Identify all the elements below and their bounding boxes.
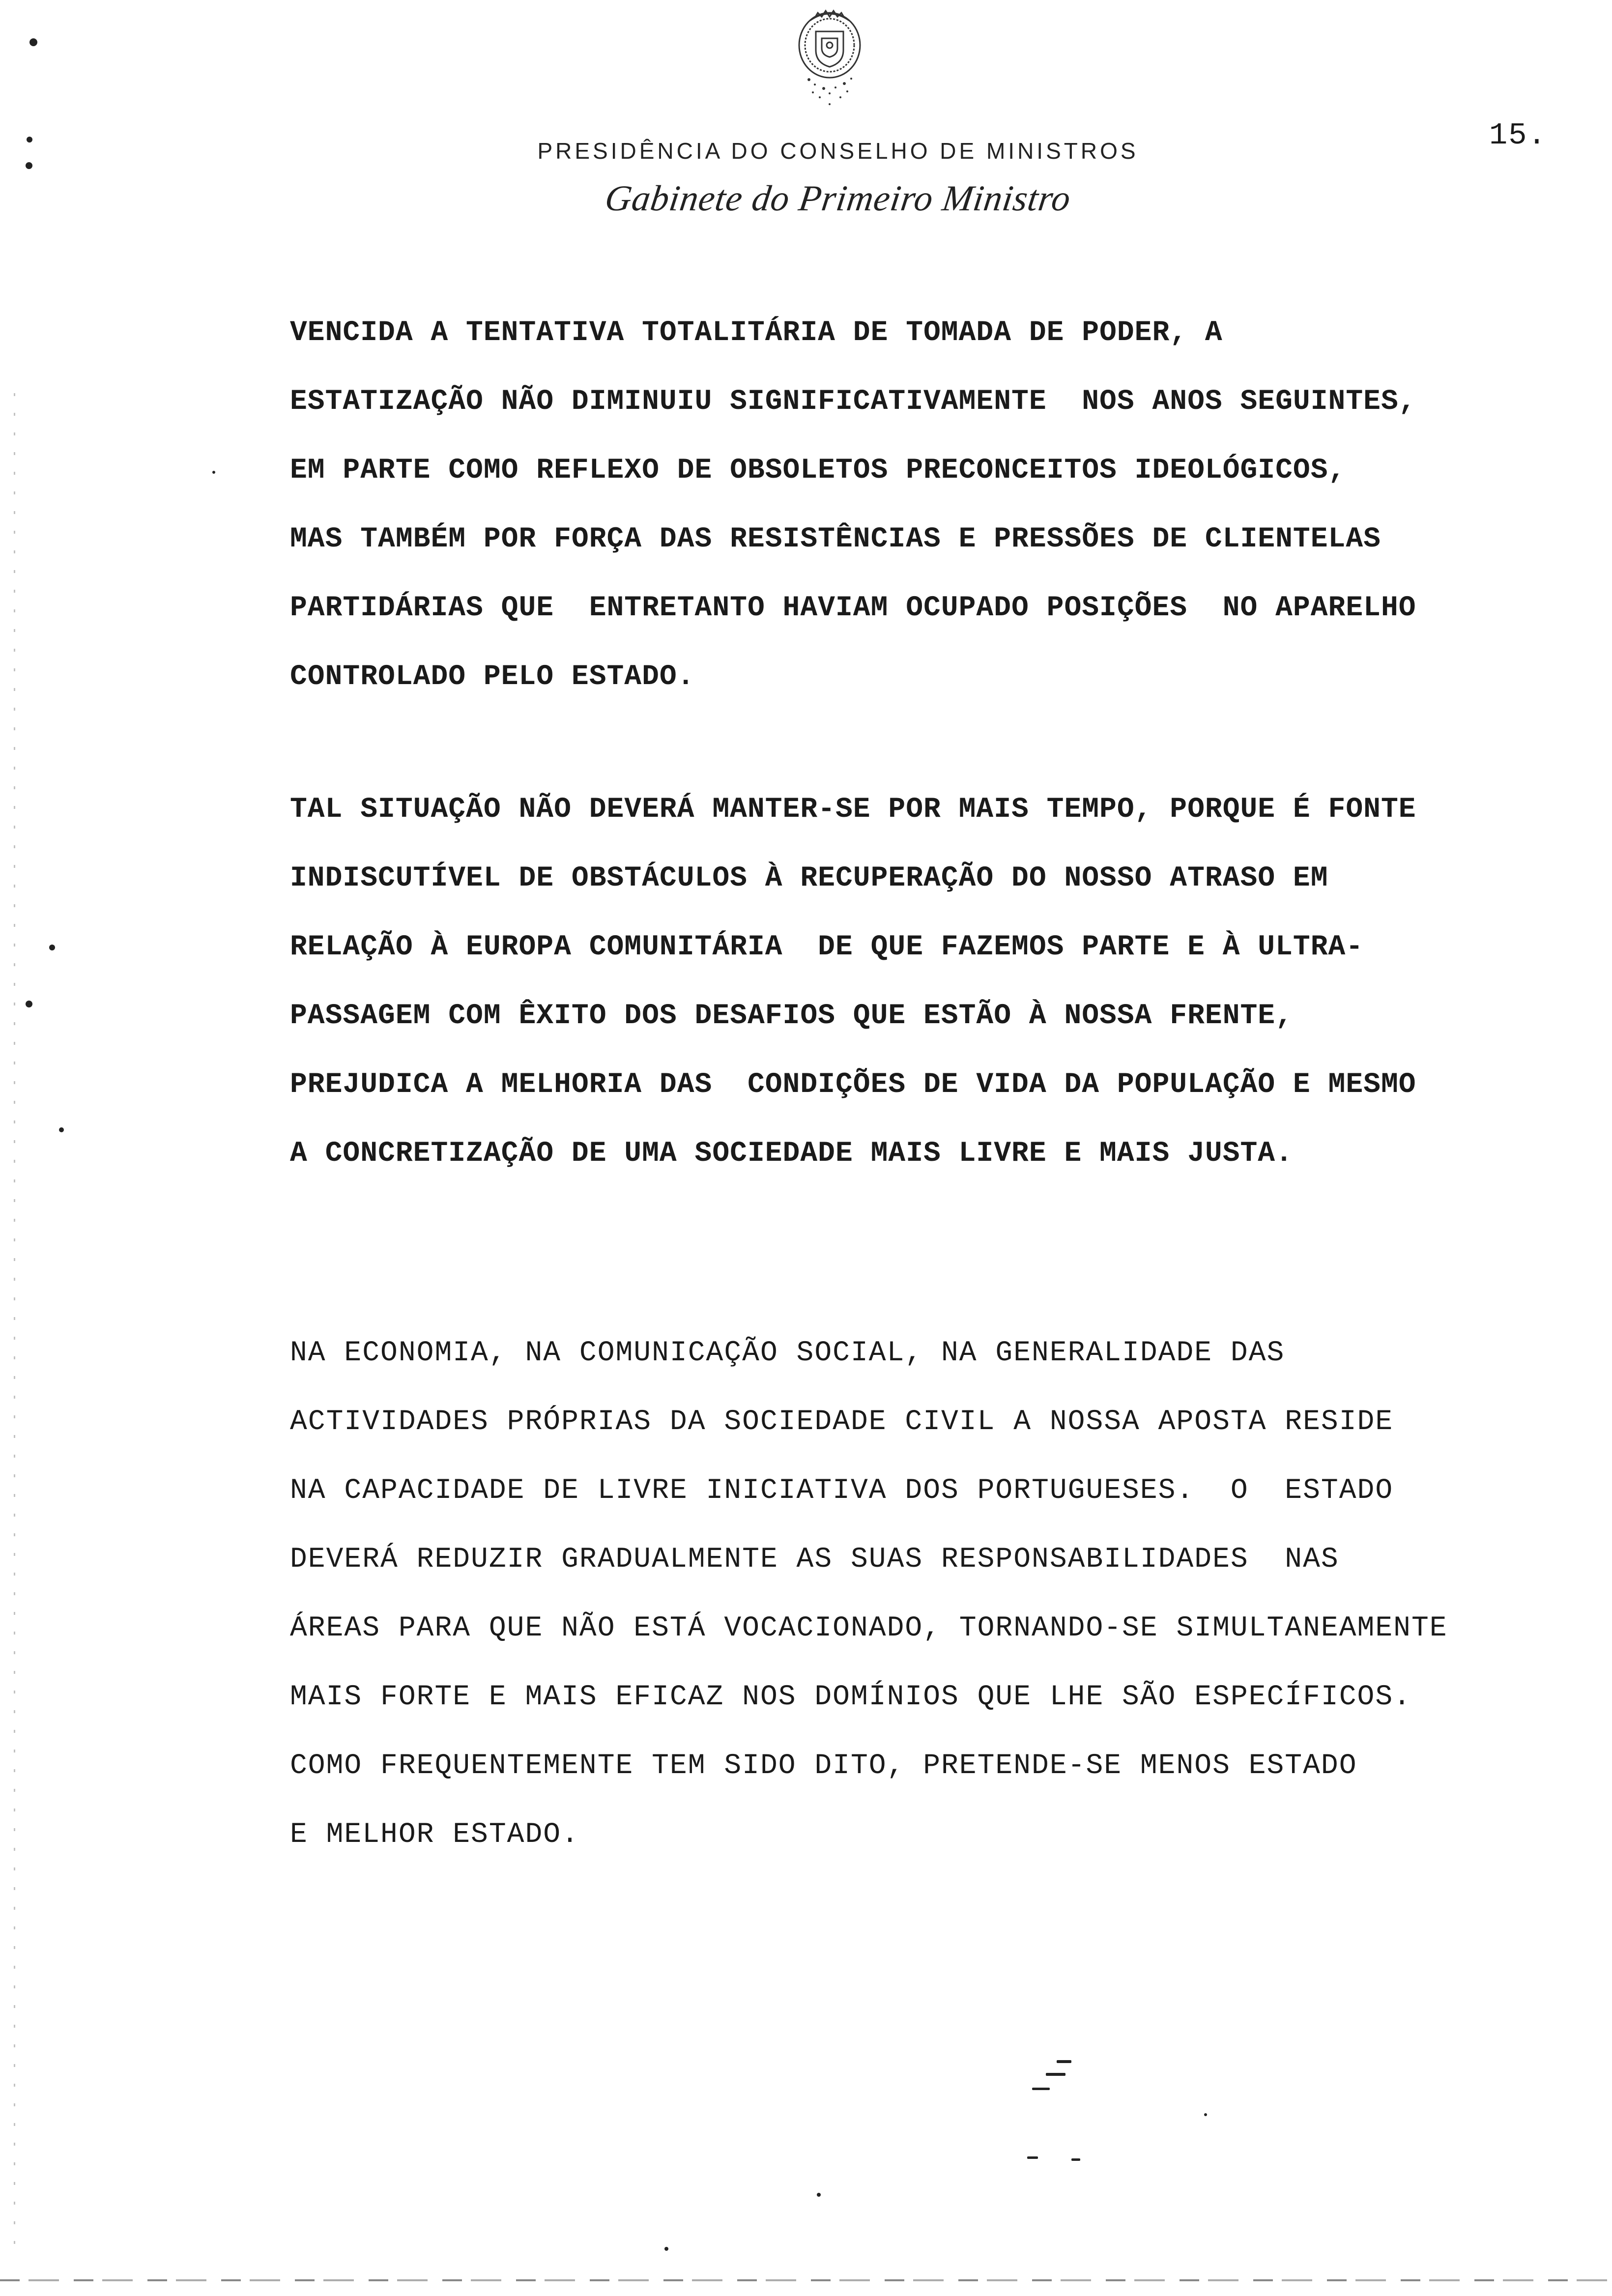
paragraph-1 — [290, 299, 1607, 712]
text-line: RELAÇÃO À EUROPA COMUNITÁRIA DE QUE FAZEMOS PARTE E À ULTRA- — [290, 931, 1364, 963]
text-line: PARTIDÁRIAS QUE ENTRETANTO HAVIAM OCUPADO POSIÇÕES NO APARELHO — [290, 592, 1416, 624]
scan-speck — [26, 162, 32, 169]
paragraph-3 — [290, 1319, 1607, 1869]
text-line: PREJUDICA A MELHORIA DAS CONDIÇÕES DE VIDA DA POPULAÇÃO E MESMO — [290, 1069, 1416, 1101]
text-line: COMO FREQUENTEMENTE TEM SIDO DITO, PRETENDE-SE MENOS ESTADO — [290, 1750, 1357, 1782]
text-line: CONTROLADO PELO ESTADO. — [290, 661, 695, 693]
scan-speck — [49, 945, 55, 950]
scan-speck — [1071, 2158, 1080, 2161]
text-line: ESTATIZAÇÃO NÃO DIMINUIU SIGNIFICATIVAMENTE NOS ANOS SEGUINTES, — [290, 386, 1416, 418]
scan-bottom-edge — [0, 2279, 1612, 2281]
text-line: NA CAPACIDADE DE LIVRE INICIATIVA DOS PORTUGUESES. O ESTADO — [290, 1475, 1394, 1507]
page-number: 15. — [1489, 118, 1547, 153]
scan-speck — [1032, 2088, 1050, 2090]
text-line: ACTIVIDADES PRÓPRIAS DA SOCIEDADE CIVIL A NOSSA APOSTA RESIDE — [290, 1406, 1394, 1438]
text-line: VENCIDA A TENTATIVA TOTALITÁRIA DE TOMADA DE PODER, A — [290, 317, 1223, 349]
scan-speck — [1046, 2073, 1065, 2076]
letterhead-subtitle: Gabinete do Primeiro Ministro — [603, 178, 1074, 219]
text-line: NA ECONOMIA, NA COMUNICAÇÃO SOCIAL, NA GENERALIDADE DAS — [290, 1337, 1285, 1369]
text-line: TAL SITUAÇÃO NÃO DEVERÁ MANTER-SE POR MAIS TEMPO, PORQUE É FONTE — [290, 794, 1416, 826]
scan-edge-artifact — [14, 393, 15, 2261]
paragraph-2 — [290, 775, 1607, 1188]
text-line: ÁREAS PARA QUE NÃO ESTÁ VOCACIONADO, TORNANDO-SE SIMULTANEAMENTE — [290, 1612, 1448, 1644]
coat-of-arms-icon — [780, 6, 879, 119]
scan-speck — [1204, 2113, 1207, 2116]
text-line: PASSAGEM COM ÊXITO DOS DESAFIOS QUE ESTÃO À NOSSA FRENTE, — [290, 1000, 1293, 1032]
text-line: MAS TAMBÉM POR FORÇA DAS RESISTÊNCIAS E PRESSÕES DE CLIENTELAS — [290, 523, 1381, 555]
scan-speck — [59, 1127, 64, 1132]
text-line: EM PARTE COMO REFLEXO DE OBSOLETOS PRECONCEITOS IDEOLÓGICOS, — [290, 455, 1346, 487]
scan-speck — [1057, 2060, 1071, 2063]
scan-speck — [664, 2247, 668, 2251]
scan-speck — [817, 2193, 821, 2197]
text-line: INDISCUTÍVEL DE OBSTÁCULOS À RECUPERAÇÃO DO NOSSO ATRASO EM — [290, 862, 1328, 894]
scan-speck — [26, 1001, 32, 1007]
text-line: MAIS FORTE E MAIS EFICAZ NOS DOMÍNIOS QUE LHE SÃO ESPECÍFICOS. — [290, 1681, 1411, 1713]
scan-speck — [212, 471, 215, 474]
text-line: DEVERÁ REDUZIR GRADUALMENTE AS SUAS RESPONSABILIDADES NAS — [290, 1544, 1339, 1576]
text-line: A CONCRETIZAÇÃO DE UMA SOCIEDADE MAIS LIVRE E MAIS JUSTA. — [290, 1138, 1293, 1170]
text-line: E MELHOR ESTADO. — [290, 1819, 579, 1851]
letterhead-title: PRESIDÊNCIA DO CONSELHO DE MINISTROS — [537, 138, 1139, 164]
scan-speck — [27, 137, 32, 143]
scan-speck — [29, 38, 37, 46]
scan-speck — [1027, 2156, 1038, 2159]
